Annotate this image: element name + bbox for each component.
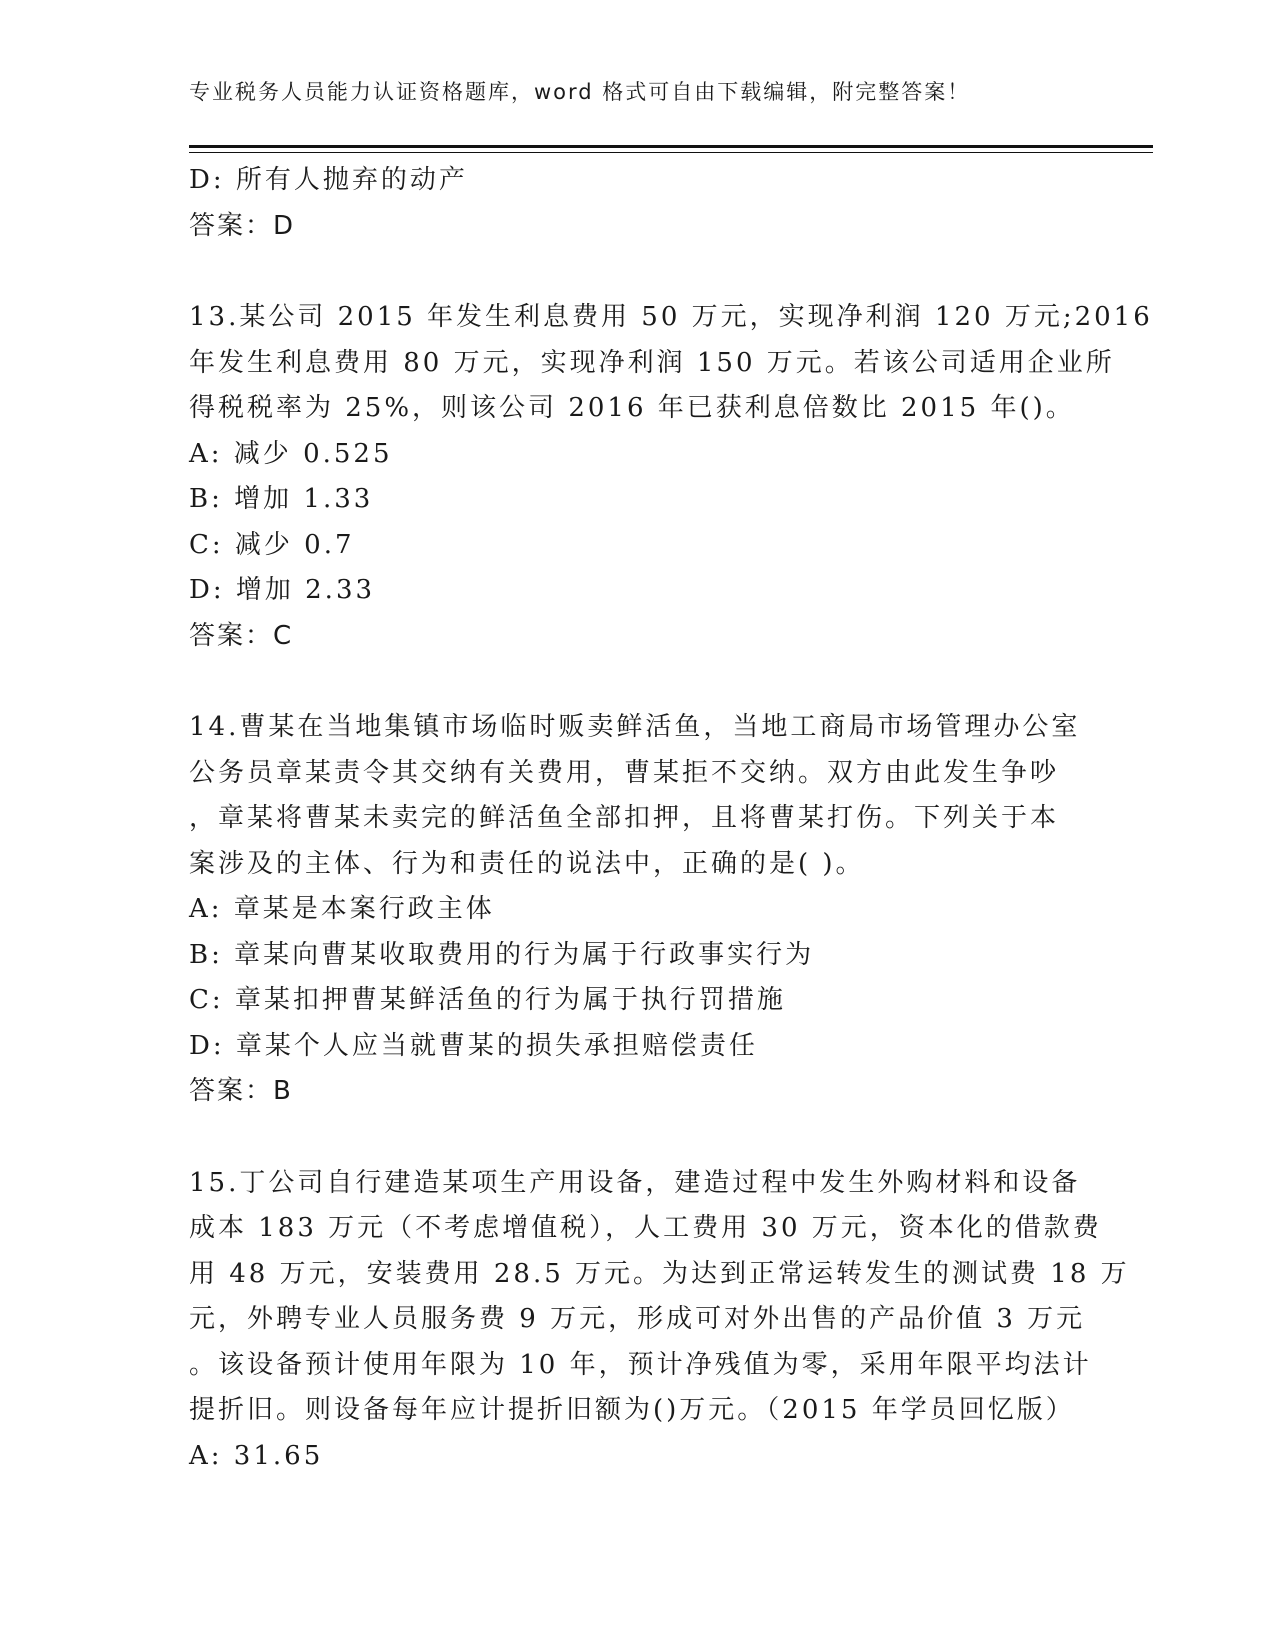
question-text-line: 用 48 万元，安装费用 28.5 万元。为达到正常运转发生的测试费 18 万 xyxy=(189,1258,1130,1289)
option-d: D: 所有人抛弃的动产 xyxy=(189,165,468,195)
header-rule-thick xyxy=(189,145,1153,148)
question-15 xyxy=(189,1161,1130,1480)
question-text-line: 成本 183 万元（不考虑增值税），人工费用 30 万元，资本化的借款费 xyxy=(189,1213,1102,1243)
option-b: B: 章某向曹某收取费用的行为属于行政事实行为 xyxy=(189,939,815,970)
option-a: A: 章某是本案行政主体 xyxy=(189,894,495,924)
header-rule-thin xyxy=(189,152,1153,153)
question-text-line: ，章某将曹某未卖完的鲜活鱼全部扣押，且将曹某打伤。下列关于本 xyxy=(189,803,1060,833)
question-text-line: 元，外聘专业人员服务费 9 万元，形成可对外出售的产品价值 3 万元 xyxy=(189,1304,1086,1334)
option-a: A: 减少 0.525 xyxy=(189,438,393,469)
option-c: C: 减少 0.7 xyxy=(189,529,355,560)
option-b: B: 增加 1.33 xyxy=(189,484,374,514)
question-text-line: 13.某公司 2015 年发生利息费用 50 万元，实现净利润 120 万元;2016 xyxy=(189,302,1153,332)
question-text-line: 得税税率为 25%，则该公司 2016 年已获利息倍数比 2015 年()。 xyxy=(189,393,1075,423)
page-header: 专业税务人员能力认证资格题库，word 格式可自由下载编辑，附完整答案！ xyxy=(189,80,971,104)
document-body xyxy=(189,158,1153,1479)
question-text-line: 案涉及的主体、行为和责任的说法中，正确的是( )。 xyxy=(189,848,865,879)
option-d: D: 增加 2.33 xyxy=(189,575,376,605)
option-a: A: 31.65 xyxy=(189,1440,324,1471)
question-14 xyxy=(189,705,1089,1115)
option-c: C: 章某扣押曹某鲜活鱼的行为属于执行罚措施 xyxy=(189,985,786,1015)
question-13 xyxy=(189,295,1153,659)
answer: 答案：B xyxy=(189,1076,293,1106)
question-text-line: 15.丁公司自行建造某项生产用设备，建造过程中发生外购材料和设备 xyxy=(189,1167,1081,1198)
answer: 答案：C xyxy=(189,620,294,651)
question-text-line: 公务员章某责令其交纳有关费用，曹某拒不交纳。双方由此发生争吵 xyxy=(189,757,1060,788)
question-text-line: 提折旧。则设备每年应计提折旧额为()万元。（2015 年学员回忆版） xyxy=(189,1395,1075,1425)
option-d: D: 章某个人应当就曹某的损失承担赔偿责任 xyxy=(189,1030,758,1061)
question-text-line: 14.曹某在当地集镇市场临时贩卖鲜活鱼，当地工商局市场管理办公室 xyxy=(189,712,1081,742)
question-text-line: 。该设备预计使用年限为 10 年，预计净残值为零，采用年限平均法计 xyxy=(189,1349,1092,1380)
question-text-line: 年发生利息费用 80 万元，实现净利润 150 万元。若该公司适用企业所 xyxy=(189,347,1115,378)
answer: 答案：D xyxy=(189,210,296,241)
previous-question-tail xyxy=(189,158,1089,249)
